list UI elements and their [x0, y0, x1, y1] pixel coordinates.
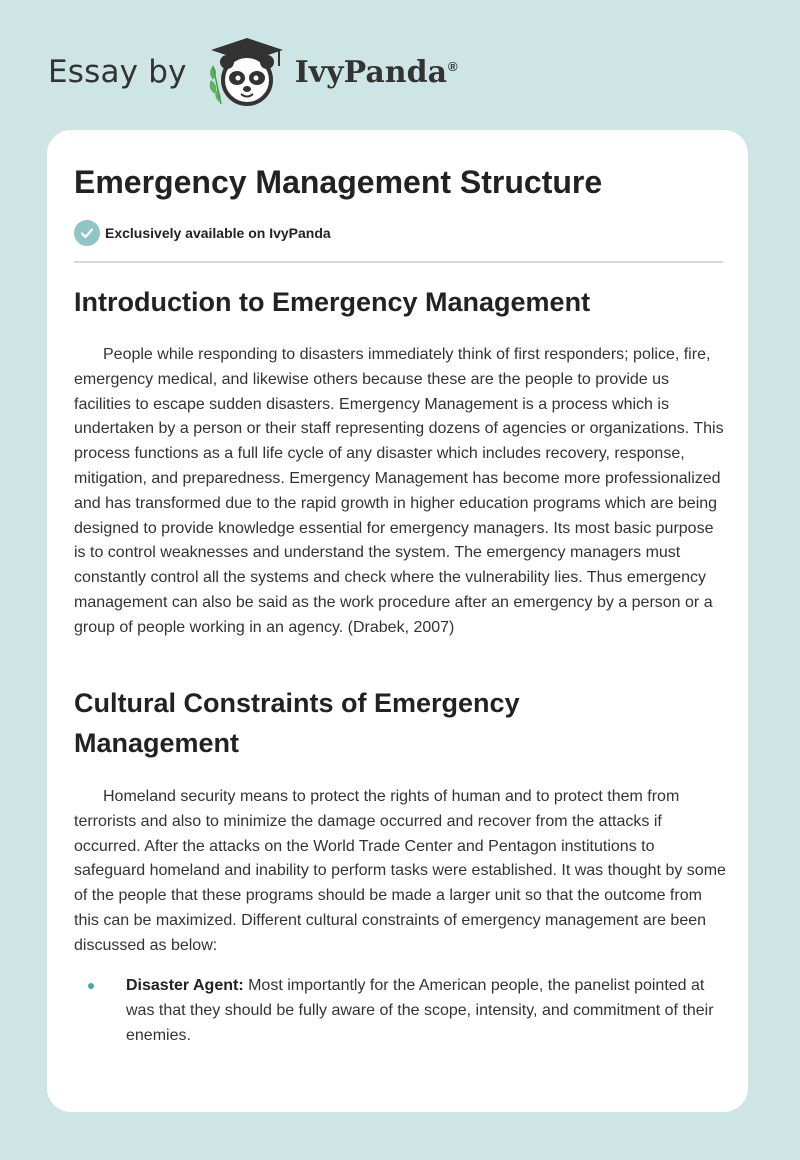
- logo-name: IvyPanda: [294, 54, 448, 90]
- exclusive-label: Exclusively available on IvyPanda: [105, 225, 331, 241]
- logo-registered: ®: [448, 58, 458, 74]
- panda-logo-icon: [205, 36, 289, 108]
- page-title: Emergency Management Structure: [74, 164, 603, 200]
- section-heading-introduction: Introduction to Emergency Management: [74, 287, 591, 317]
- list-item-term: Disaster Agent:: [126, 977, 244, 994]
- section-paragraph-cultural-constraints: Homeland security means to protect the rights of human and to protect them from terrorists and also to minimize the damage occurred and recover from the attacks if occurred. After the attacks on the World Trade Center and Pentagon institutions to safeguard homeland and inability to perform tasks were established. It was thought by some of the people that these programs should be made a larger unit so that the outcome from this can be maximized. Different cultural constraints of emergency management are been discussed as below:: [74, 788, 726, 954]
- section-heading-cultural-constraints: Cultural Constraints of Emergency Management: [74, 688, 520, 758]
- list-item-text: Most importantly for the American people, the panelist pointed at was that they should be fully aware of the scope, intensity, and commitment of their enemies.: [126, 977, 714, 1044]
- exclusive-badge: [74, 220, 331, 246]
- logo-prefix: Essay by: [48, 54, 187, 90]
- title-divider: [74, 261, 723, 263]
- constraints-list: [74, 974, 726, 1048]
- bullet-dot: [88, 983, 94, 989]
- section-paragraph-introduction: People while responding to disasters immediately think of first responders; police, fire, emergency medical, and likewise others because these are the people to provide us facilities to escape sudden disasters. Emergency Management is a process which is undertaken by a person or their staff representing dozens of agencies or organizations. This process functions as a full life cycle of any disaster which includes recovery, response, mitigation, and preparedness. Emergency Management has become more professionalized and has transformed due to the rapid growth in higher education programs which are being designed to provide knowledge essential for emergency managers. Its most basic purpose is to control weaknesses and understand the system. The emergency managers must constantly control all the systems and check where the vulnerability lies. Thus emergency management can also be said as the work procedure after an emergency by a person or a group of people working in an agency. (Drabek, 2007): [74, 346, 724, 636]
- site-logo[interactable]: [48, 36, 458, 108]
- list-item: [74, 974, 726, 1048]
- article-card: [47, 130, 748, 1112]
- check-icon: [74, 220, 100, 246]
